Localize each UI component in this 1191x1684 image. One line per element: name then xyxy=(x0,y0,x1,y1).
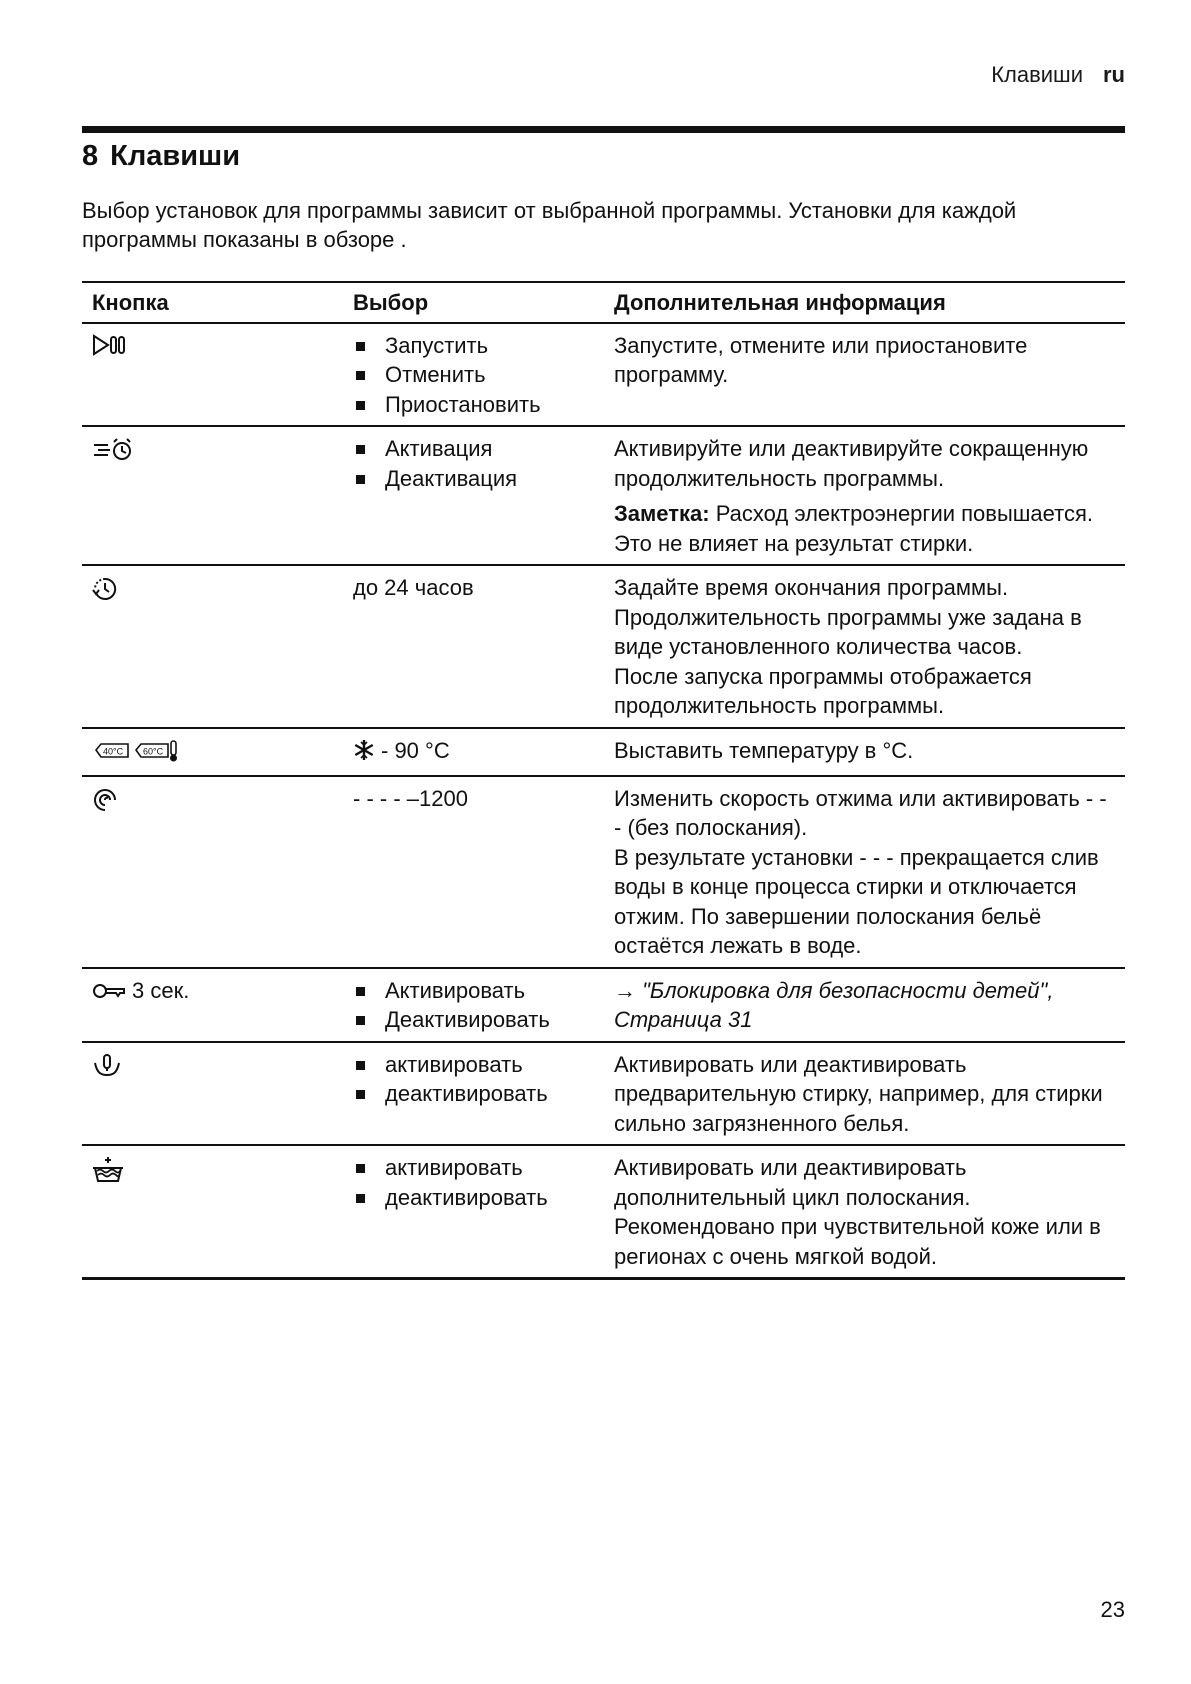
header-rule xyxy=(82,126,1125,133)
extra-rinse-icon xyxy=(92,1156,124,1184)
temperature-range-text: - 90 °C xyxy=(381,737,450,763)
info-cell xyxy=(604,1042,1125,1146)
info-text: В результате установки - - - прекращается слив воды в конце процесса стирки и отключается отжим. По завершении полоскания бельё остаётся лежать в воде. xyxy=(614,844,1099,959)
table-header-row xyxy=(82,282,1125,323)
option-item: Деактивация xyxy=(353,464,594,494)
header-info: Дополнительная информация xyxy=(604,282,1125,323)
option-item: деактивировать xyxy=(353,1183,594,1213)
key-cell xyxy=(82,323,343,427)
cold-snowflake-icon xyxy=(353,739,375,761)
selection-cell xyxy=(343,1042,604,1146)
table-row xyxy=(82,323,1125,427)
option-item: Запустить xyxy=(353,331,594,361)
table-row xyxy=(82,1145,1125,1279)
option-item: Активация xyxy=(353,434,594,464)
key-cell xyxy=(82,776,343,968)
option-item: Деактивировать xyxy=(353,1005,594,1035)
page-title xyxy=(82,140,240,173)
child-lock-key xyxy=(92,976,189,1006)
key-duration: 3 сек. xyxy=(132,977,190,1003)
selection-cell xyxy=(343,728,604,776)
cross-reference-link[interactable]: → "Блокировка для безопасности детей", Страница 31 xyxy=(614,977,1054,1033)
intro-paragraph: Выбор установок для программы зависит от выбранной программы. Установки для каждой программы показаны в обзоре . xyxy=(82,198,1017,252)
table-row xyxy=(82,565,1125,728)
info-text: Активируйте или деактивируйте сокращенную продолжительность программы. xyxy=(614,436,1089,491)
temperature-range xyxy=(353,736,450,766)
info-text: После запуска программы отображается продолжительность программы. xyxy=(614,663,1032,718)
selection-cell xyxy=(343,1145,604,1279)
selection-cell: - - - - –1200 xyxy=(343,776,604,968)
note-paragraph xyxy=(614,499,1115,558)
info-text: Запустите, отмените или приостановите программу. xyxy=(614,332,1028,387)
key-cell xyxy=(82,968,343,1042)
info-cell xyxy=(604,426,1125,565)
info-text: Задайте время окончания программы. Продолжительность программы уже задана в виде установленного количества часов. xyxy=(614,575,1082,659)
info-cell xyxy=(604,776,1125,968)
note-label: Заметка: xyxy=(614,501,710,526)
chapter-title: Клавиши xyxy=(110,140,241,172)
option-item: Отменить xyxy=(353,360,594,390)
chapter-number: 8 xyxy=(82,140,99,172)
header-section: Клавиши xyxy=(991,62,1083,87)
start-pause-icon xyxy=(92,334,128,356)
key-cell xyxy=(82,1145,343,1279)
key-cell xyxy=(82,1042,343,1146)
end-time-icon xyxy=(92,576,118,602)
info-text: Активировать или деактивировать предварительную стирку, например, для стирки сильно загрязненного белья. xyxy=(614,1051,1103,1136)
info-cell xyxy=(604,565,1125,728)
table-row xyxy=(82,728,1125,776)
note-text: Расход электроэнергии повышается. Это не влияет на результат стирки. xyxy=(614,501,1094,556)
info-text: Выставить температуру в °C. xyxy=(614,737,914,763)
running-header xyxy=(991,62,1125,88)
child-lock-icon xyxy=(92,981,126,1001)
option-item: деактивировать xyxy=(353,1079,594,1109)
option-item: активировать xyxy=(353,1153,594,1183)
spin-icon xyxy=(92,787,118,813)
key-cell xyxy=(82,728,343,776)
key-cell xyxy=(82,426,343,565)
table-row xyxy=(82,426,1125,565)
option-item: Приостановить xyxy=(353,390,594,420)
info-cell xyxy=(604,968,1125,1042)
table-row xyxy=(82,776,1125,968)
table-row xyxy=(82,968,1125,1042)
info-text: Активировать или деактивировать дополнительный цикл полоскания. Рекомендовано при чувствительной коже или в регионах с очень мягкой водой. xyxy=(614,1155,1101,1269)
selection-cell xyxy=(343,323,604,427)
option-item: активировать xyxy=(353,1050,594,1080)
page-number: 23 xyxy=(1100,1597,1125,1622)
header-language: ru xyxy=(1103,62,1125,87)
header-key: Кнопка xyxy=(82,282,343,323)
key-cell xyxy=(82,565,343,728)
selection-cell: до 24 часов xyxy=(343,565,604,728)
info-cell xyxy=(604,1145,1125,1279)
svg-text:40°C: 40°C xyxy=(103,746,124,756)
temperature-icon xyxy=(92,739,182,763)
prewash-icon xyxy=(92,1053,122,1079)
table-row xyxy=(82,1042,1125,1146)
option-item: Активировать xyxy=(353,976,594,1006)
info-cell xyxy=(604,323,1125,427)
info-cell xyxy=(604,728,1125,776)
keys-table xyxy=(82,281,1125,1280)
info-text: Изменить скорость отжима или активировать - - - (без полоскания). xyxy=(614,785,1107,841)
svg-text:60°C: 60°C xyxy=(143,746,164,756)
header-selection: Выбор xyxy=(343,282,604,323)
speed-perfect-icon xyxy=(92,437,138,461)
selection-cell xyxy=(343,968,604,1042)
selection-cell xyxy=(343,426,604,565)
